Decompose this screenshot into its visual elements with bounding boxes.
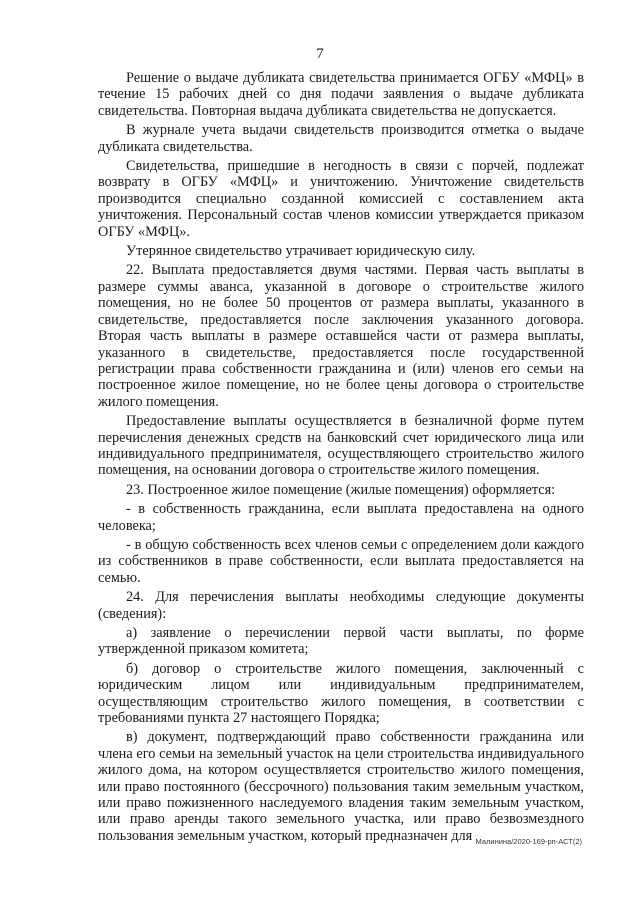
paragraph: а) заявление о перечислении первой части выплаты, по форме утвержденной приказом комитета; bbox=[98, 625, 584, 658]
paragraph: Решение о выдаче дубликата свидетельства принимается ОГБУ «МФЦ» в течение 15 рабочих дней со дня подачи заявления о выдаче дубликата свидетельства. Повторная выдача дубликата свидетельства не допускается. bbox=[98, 70, 584, 119]
paragraph: б) договор о строительстве жилого помещения, заключенный с юридическим лицом или индивидуальным предпринимателем, осуществляющим строительство жилого помещения, в соответствии с требованиями пункта 27 настоящего Порядка; bbox=[98, 660, 584, 727]
paragraph: Утерянное свидетельство утрачивает юридическую силу. bbox=[126, 243, 476, 260]
paragraph: 23. Построенное жилое помещение (жилые помещения) оформляется: bbox=[126, 481, 556, 498]
page-number: 7 bbox=[316, 46, 324, 62]
footer-reference: Малинина/2020-169-рп-АСТ(2) bbox=[475, 837, 582, 846]
paragraph: Предоставление выплаты осуществляется в безналичной форме путем перечисления денежных средств на банковский счет юридического лица или индивидуального предпринимателя, осуществляющего строительство жилого помещения, на основании договора о строительстве жилого помещения. bbox=[98, 413, 584, 479]
paragraph: в) документ, подтверждающий право собственности гражданина или члена его семьи на земельный участок на цели строительства индивидуального жилого дома, на котором осуществляется строительство жилого помещения, или право постоянного (бессрочного) пользования таким земельным участком, или право пожизненного наследуемого владения таким земельным участком, или право аренды такого земельного участка, или право безвозмездного пользования земельным участком, который предназначен для bbox=[98, 729, 584, 844]
paragraph: Свидетельства, пришедшие в негодность в связи с порчей, подлежат возврату в ОГБУ «МФЦ» и уничтожению. Уничтожение свидетельств производится специально созданной комиссией с составлением акта уничтожения. Персональный состав членов комиссии утверждается приказом ОГБУ «МФЦ». bbox=[98, 158, 584, 240]
paragraph: 22. Выплата предоставляется двумя частями. Первая часть выплаты в размере суммы аванса, указанной в договоре о строительстве жилого помещения, но не более 50 процентов от размера выплаты, указанного в свидетельстве, предоставляется после заключения указанного договора. Вторая часть выплаты в размере оставшейся части от размера выплаты, указанного в свидетельстве, предоставляется после государственной регистрации права собственности гражданина и (или) членов его семьи на построенное жилое помещение, но не более цены договора о строительстве жилого помещения. bbox=[98, 262, 584, 410]
paragraph: 24. Для перечисления выплаты необходимы следующие документы (сведения): bbox=[98, 589, 584, 622]
document-body bbox=[98, 70, 584, 847]
paragraph: - в собственность гражданина, если выплата предоставлена на одного человека; bbox=[98, 501, 584, 534]
paragraph: В журнале учета выдачи свидетельств производится отметка о выдаче дубликата свидетельства. bbox=[98, 122, 584, 155]
paragraph: - в общую собственность всех членов семьи с определением доли каждого из собственников в праве собственности, если выплата предоставляется на семью. bbox=[98, 536, 584, 586]
